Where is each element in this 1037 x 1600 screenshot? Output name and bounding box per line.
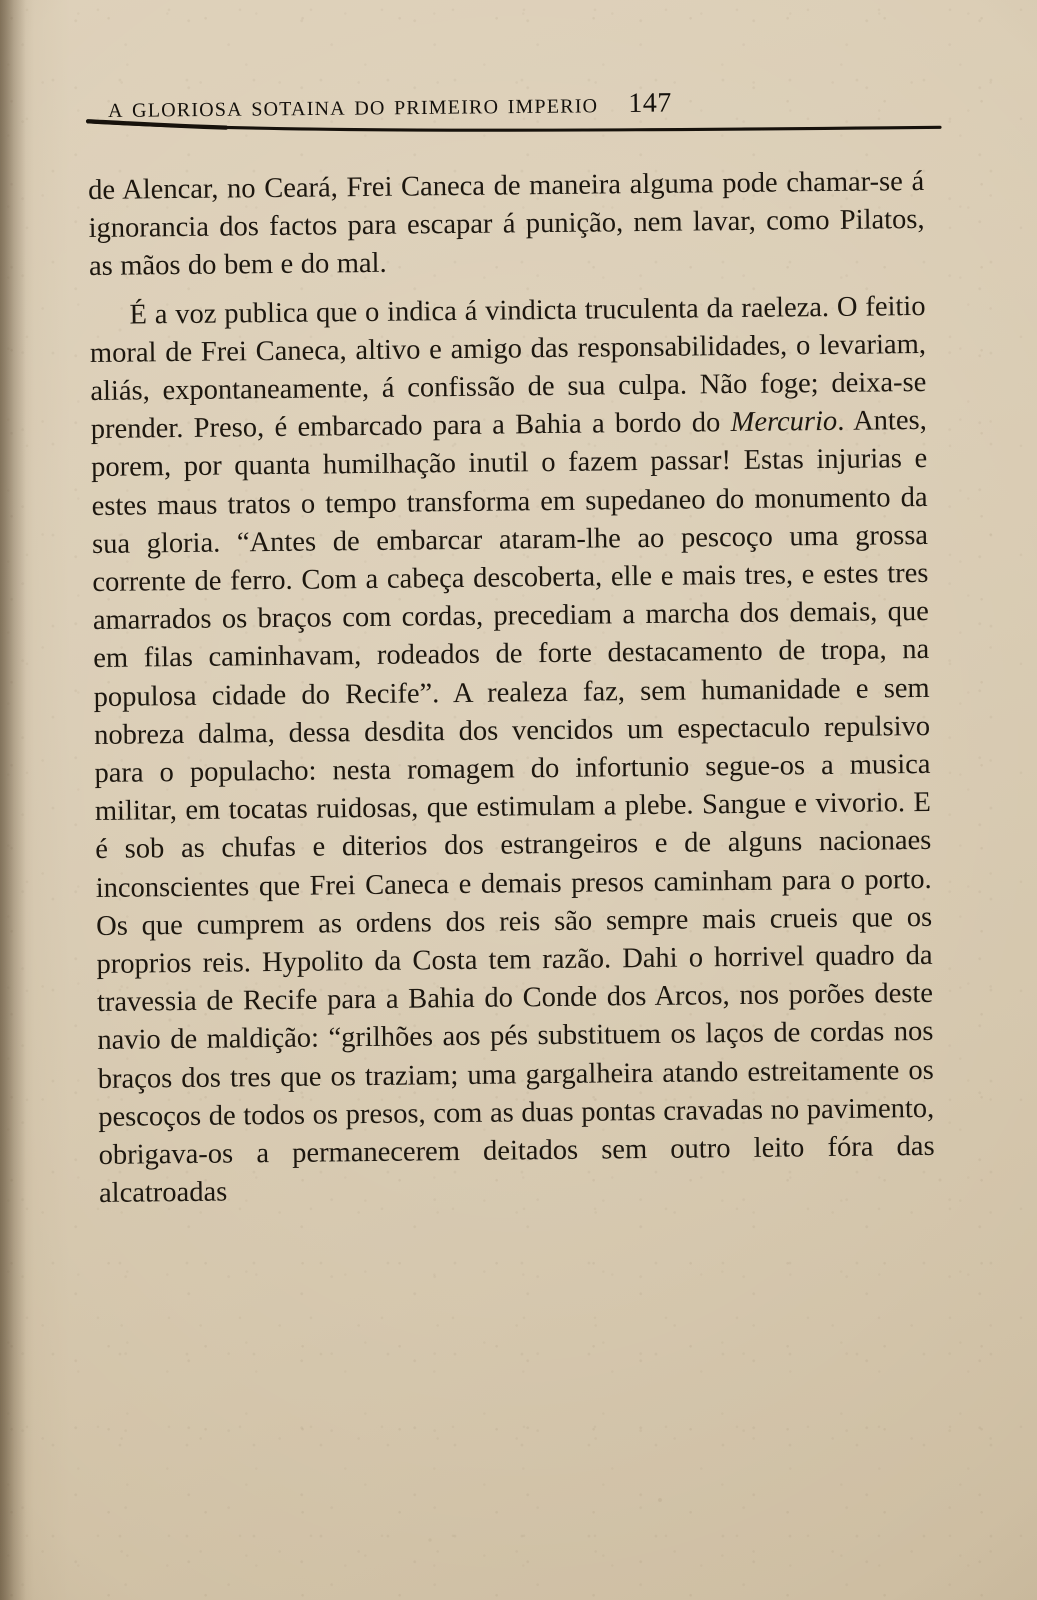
running-title: a gloriosa sotaina do primeiro imperio xyxy=(107,87,599,124)
page-number: 147 xyxy=(628,87,672,119)
body-text-block xyxy=(88,163,935,1217)
header-rule xyxy=(86,114,942,136)
paragraph-continuation: de Alencar, no Ceará, Frei Caneca de maneira alguma pode chamar-se á ignorancia dos factos para escapar á punição, nem lavar, como Pilatos, as mãos do bem e do mal. xyxy=(88,165,925,283)
binding-gutter-shadow xyxy=(0,0,26,1600)
paragraph-text-after-title: . Antes, porem, por quanta humilhação inutil o fazem passar! Estas injurias e estes maus tratos o tempo transforma em supedaneo do monumento da sua gloria. “Antes de embarcar ataram-lhe ao pescoço uma grossa corrente de ferro. Com a cabeça descoberta, elle e mais tres, e estes tres amarrados os braços com cordas, precediam a marcha dos demais, que em filas caminhavam, rodeados de forte destacamento de tropa, na populosa cidade do Recife”. A realeza faz, sem humanidade e sem nobreza dalma, dessa desdita dos vencidos um espectaculo repulsivo para o populacho: nesta romagem do infortunio segue-os a musica militar, em tocatas ruidosas, que estimulam a plebe. Sangue e vivorio. E é sob as chufas e diterios dos estrangeiros e de alguns nacionaes inconscientes que Frei Caneca e demais presos caminham para o porto. Os que cumprem as ordens dos reis são sempre mais crueis que os proprios reis. Hypolito da Costa tem razão. Dahi o horrivel quadro da travessia de Recife para a Bahia do Conde dos Arcos, nos porões deste navio de maldição: “grilhões aos pés substituem os laços de cordas nos braços dos tres que os traziam; uma gargalheira atando estreitamente os pescoços de todos os presos, com as duas pontas cravadas no pavimento, obrigava-os a permanecerem deitados sem outro leito fóra das alcatroadas xyxy=(91,405,935,1210)
paragraph-main xyxy=(89,288,935,1214)
ship-name-italic: Mercurio xyxy=(730,406,838,439)
paragraph-text-before-title: É a voz publica que o indica á vindicta truculenta da raeleza. O feitio moral de Frei Caneca, altivo e amigo das responsabilidades, o levariam, aliás, expontaneamente, á confissão de sua culpa. Não foge; deixa-se prender. Preso, é embarcado para a Bahia a bordo do xyxy=(89,290,927,446)
